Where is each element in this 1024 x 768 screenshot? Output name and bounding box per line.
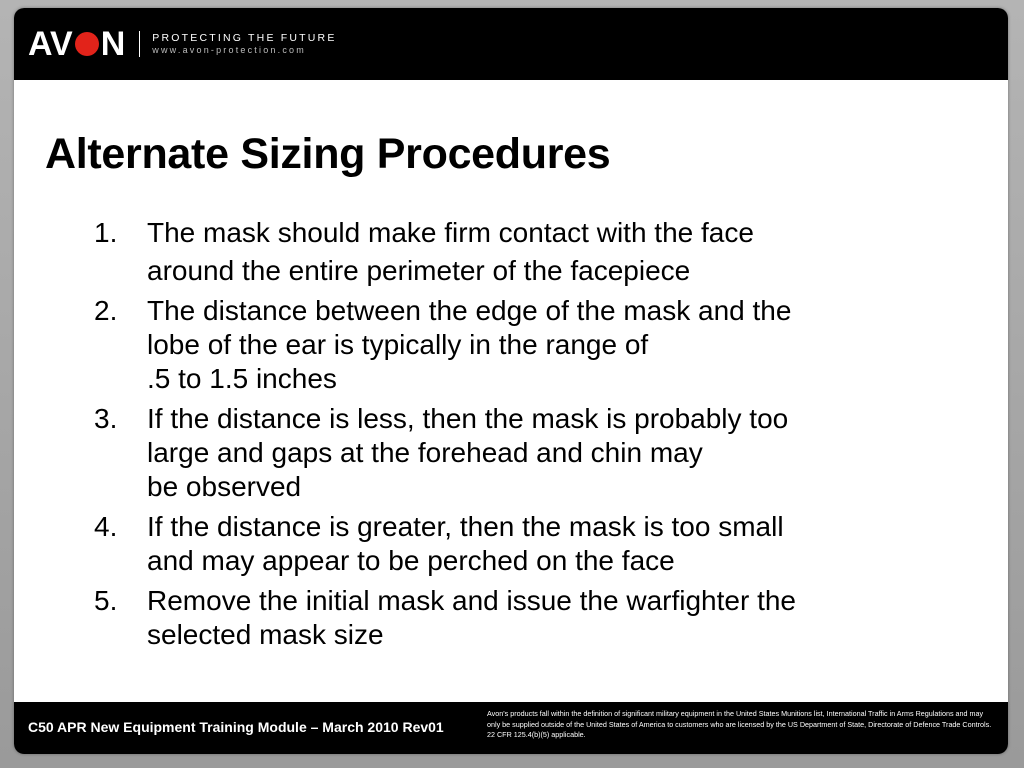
- logo-letters-left: AV: [28, 25, 73, 63]
- procedure-list: [94, 216, 914, 652]
- list-item-line: The mask should make firm contact with the face: [147, 217, 754, 248]
- list-item-line: The distance between the edge of the mask and the: [147, 295, 792, 326]
- list-item: [94, 216, 914, 288]
- list-item-line: If the distance is less, then the mask is probably too: [147, 403, 789, 434]
- list-item-line: .5 to 1.5 inches: [147, 363, 337, 394]
- list-item-number: 5.: [94, 585, 118, 616]
- tagline: PROTECTING THE FUTURE: [152, 32, 337, 44]
- website: www.avon-protection.com: [152, 45, 306, 55]
- footer-bar: [14, 702, 1008, 754]
- list-item-line: large and gaps at the forehead and chin may: [147, 437, 703, 468]
- footer-title: C50 APR New Equipment Training Module – March 2010 Rev01: [28, 719, 444, 735]
- list-item-line: around the entire perimeter of the facepiece: [147, 255, 691, 286]
- list-item-number: 1.: [94, 217, 118, 248]
- header-bar: [14, 8, 1008, 80]
- disclaimer-line: only be supplied outside of the United States of America to customers who are licensed by the US Department of State, Directorate of Defence Trade Controls.: [487, 719, 992, 729]
- list-item: [94, 510, 914, 578]
- slide: [14, 8, 1008, 754]
- list-item-line: be observed: [147, 471, 302, 502]
- avon-logo: [28, 26, 337, 62]
- list-item-number: 2.: [94, 295, 118, 326]
- logo-divider: [139, 31, 140, 57]
- logo-letters-right: N: [100, 25, 126, 63]
- list-item-line: If the distance is greater, then the mask is too small: [147, 511, 784, 542]
- list-item-number: 4.: [94, 511, 118, 542]
- logo-tagline-block: [152, 32, 336, 56]
- slide-title: Alternate Sizing Procedures: [45, 130, 611, 178]
- logo-red-dot-icon: [75, 32, 99, 56]
- disclaimer-line: 22 CFR 125.4(b)(5) applicable.: [487, 730, 586, 739]
- list-item: [94, 584, 914, 652]
- list-item-line: and may appear to be perched on the face: [147, 545, 675, 576]
- list-item-line: selected mask size: [147, 619, 384, 650]
- list-item-line: Remove the initial mask and issue the warfighter the: [147, 585, 796, 616]
- list-item: [94, 294, 914, 396]
- logo-wordmark: [28, 26, 125, 62]
- disclaimer-line: Avon's products fall within the definition of significant military equipment in the United States Munitions list, International Traffic in Arms Regulations and may: [487, 709, 984, 718]
- footer-disclaimer: [487, 709, 997, 741]
- list-item-number: 3.: [94, 403, 118, 434]
- list-item: [94, 402, 914, 504]
- list-item-line: lobe of the ear is typically in the range of: [147, 329, 649, 360]
